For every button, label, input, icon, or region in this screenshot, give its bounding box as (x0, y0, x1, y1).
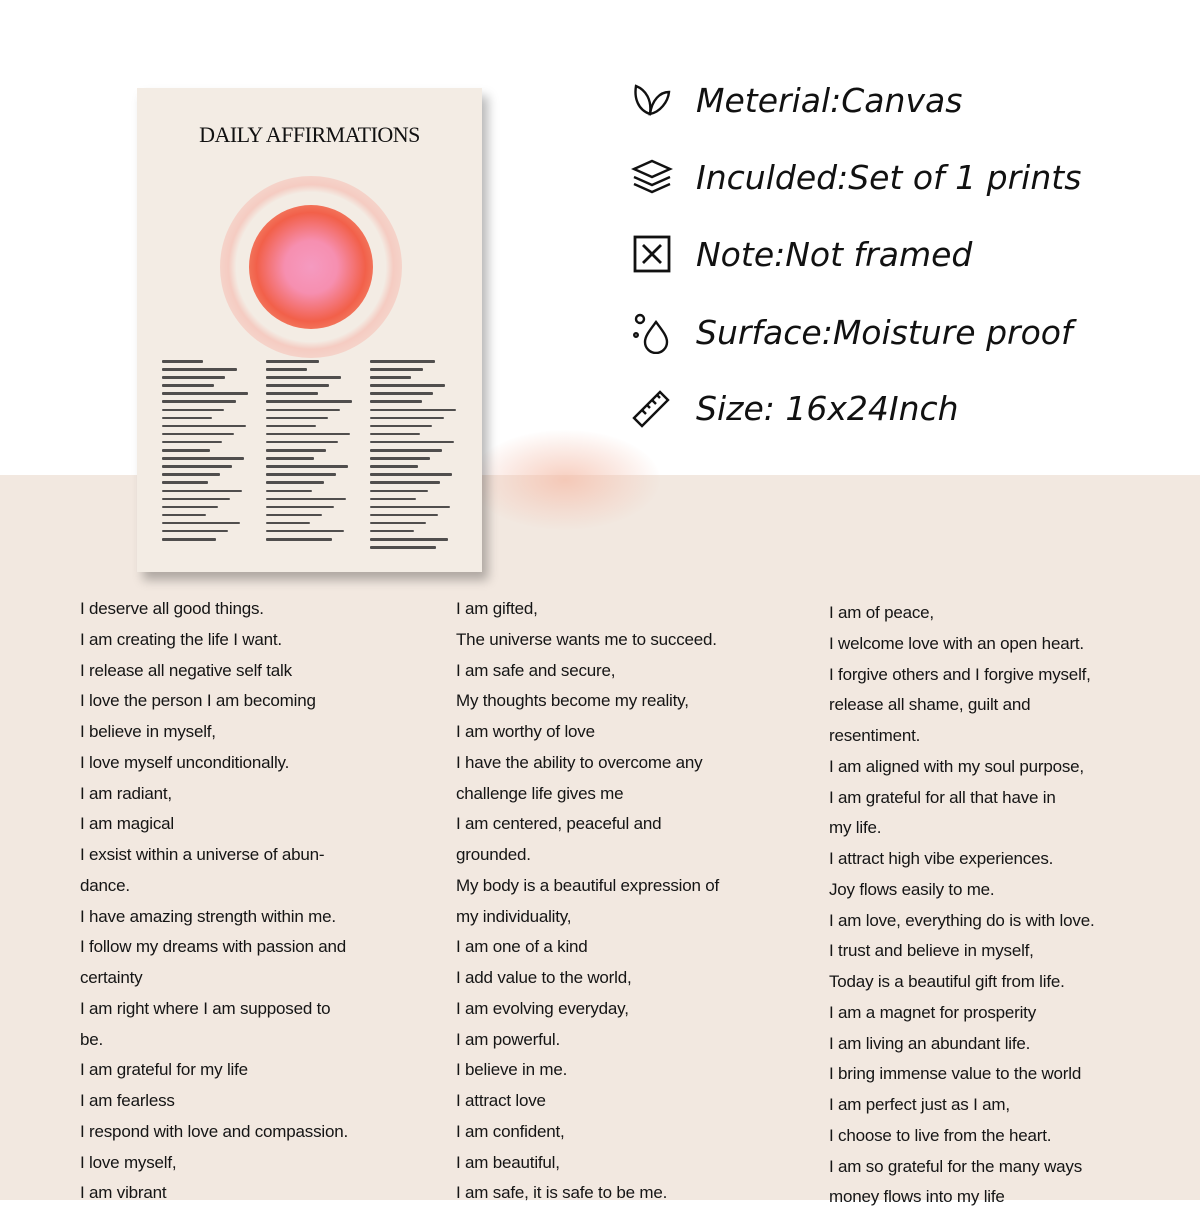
poster-text-line (370, 514, 438, 517)
poster-text-column (266, 360, 358, 546)
poster-text-line (370, 441, 454, 444)
poster-text-line (370, 368, 423, 371)
affirmation-line: I am vibrant (80, 1183, 167, 1203)
affirmation-line: I add value to the world, (456, 968, 632, 987)
affirmation-line: I love myself unconditionally. (80, 752, 290, 772)
poster-text-line (266, 457, 314, 460)
poster-text-line (370, 433, 420, 436)
poster-text-line (266, 498, 346, 501)
poster-text-line (162, 368, 237, 371)
poster-text-line (370, 490, 428, 493)
feature-surface (630, 310, 1073, 354)
water-drop-icon (630, 310, 674, 354)
poster-text-line (370, 506, 450, 509)
poster-text-line (370, 384, 445, 387)
poster-text-line (266, 449, 326, 452)
poster-text-line (266, 360, 319, 363)
poster-text-line (370, 457, 430, 460)
affirmation-line: I am perfect just as I am, (829, 1095, 1010, 1114)
poster-text-line (266, 473, 336, 476)
poster-text-line (266, 514, 322, 517)
affirmation-line: I believe in me. (456, 1060, 568, 1080)
poster-text-line (370, 465, 418, 468)
affirmation-line: My body is a beautiful expression of (456, 875, 720, 895)
affirmation-line: I welcome love with an open heart. (829, 633, 1084, 653)
poster-image (137, 88, 482, 572)
affirmation-line: I deserve all good things. (80, 599, 264, 618)
feature-note (630, 232, 972, 276)
poster-text-line (370, 360, 435, 363)
layers-icon (630, 155, 674, 199)
ruler-icon (630, 386, 674, 430)
poster-text-line (266, 506, 334, 509)
affirmation-line: I am grateful for all that have in (829, 787, 1056, 807)
poster-text-line (370, 530, 414, 533)
affirmation-line: I am gifted, (456, 599, 538, 618)
affirmation-line: I follow my dreams with passion and (80, 937, 347, 957)
affirmation-line: I have amazing strength within me. (80, 906, 336, 926)
poster-text-line (162, 409, 224, 412)
affirmation-line: I am magical (80, 814, 174, 834)
affirmation-line: certainty (80, 968, 143, 987)
affirmation-line: be. (80, 1029, 104, 1049)
no-frame-icon (630, 232, 674, 276)
poster-text-line (370, 481, 440, 484)
poster-title: DAILY AFFIRMATIONS (199, 122, 420, 147)
poster-text-line (162, 498, 230, 501)
affirmation-line: I am radiant, (80, 783, 172, 803)
poster-text-line (370, 546, 436, 549)
affirmation-line: I release all negative self talk (80, 660, 292, 680)
affirmation-line: I love the person I am becoming (80, 691, 316, 711)
affirmation-line: Today is a beautiful gift from life. (829, 972, 1065, 991)
poster-text-line (370, 409, 456, 412)
poster-text-line (162, 457, 244, 460)
poster-text-line (370, 376, 411, 379)
affirmation-line: challenge life gives me (456, 783, 624, 803)
poster-text-line (162, 538, 216, 541)
poster-text-line (370, 392, 433, 395)
feature-included (630, 155, 1081, 199)
affirmation-line: I trust and believe in myself, (829, 941, 1034, 961)
poster-text-line (370, 449, 442, 452)
poster-text-line (162, 530, 228, 533)
affirmation-line: I am confident, (456, 1121, 565, 1141)
poster-text-line (266, 530, 344, 533)
feature-text: Meterial:Canvas (696, 80, 963, 120)
poster-text-column (370, 360, 462, 554)
affirmations-column-3 (829, 598, 1094, 1213)
poster-text-line (266, 490, 312, 493)
poster-text-line (162, 433, 234, 436)
affirmation-line: I am evolving everyday, (456, 998, 629, 1018)
affirmation-line: I am safe, it is safe to be me. (456, 1183, 668, 1203)
poster-text-line (370, 522, 426, 525)
poster-text-line (266, 384, 329, 387)
poster-text-line (266, 441, 338, 444)
affirmation-line: I am a magnet for prosperity (829, 1002, 1036, 1022)
poster-text-line (266, 368, 307, 371)
poster-text-line (162, 384, 214, 387)
affirmation-line: I am grateful for my life (80, 1060, 248, 1080)
decorative-glow (470, 430, 660, 530)
affirmation-line: resentiment. (829, 726, 921, 745)
affirmation-line: my individuality, (456, 906, 572, 926)
affirmation-line: I am so grateful for the many ways (829, 1156, 1083, 1176)
affirmation-line: I am living an abundant life. (829, 1033, 1031, 1053)
poster-text-line (266, 465, 348, 468)
poster-text-line (162, 522, 240, 525)
poster-text-line (162, 506, 218, 509)
poster-text-line (162, 376, 225, 379)
affirmations-column-1 (80, 594, 348, 1209)
poster-text-line (162, 425, 246, 428)
poster-text-line (266, 538, 332, 541)
poster-text-line (266, 392, 318, 395)
affirmation-line: I am love, everything do is with love. (829, 910, 1095, 930)
poster-text-line (162, 465, 232, 468)
poster-text-line (162, 473, 220, 476)
affirmation-line: I am right where I am supposed to (80, 998, 331, 1018)
poster-text-line (370, 473, 452, 476)
poster-text-line (266, 376, 341, 379)
affirmation-line: I attract love (456, 1091, 546, 1110)
poster-text-line (370, 417, 444, 420)
affirmation-line: dance. (80, 875, 130, 895)
affirmation-line: I am worthy of love (456, 722, 595, 741)
poster-text-line (266, 425, 316, 428)
poster-text-line (370, 498, 416, 501)
affirmation-line: I am fearless (80, 1091, 175, 1110)
feature-text: Size: 16x24Inch (696, 388, 959, 428)
leaf-icon (630, 78, 674, 122)
poster-text-line (266, 481, 324, 484)
affirmation-line: I attract high vibe experiences. (829, 849, 1054, 868)
poster-text-line (266, 522, 310, 525)
poster-text-line (162, 400, 236, 403)
affirmation-line: I choose to live from the heart. (829, 1125, 1052, 1145)
affirmation-line: I believe in myself, (80, 722, 216, 741)
poster-text-column (162, 360, 254, 546)
affirmation-line: I exsist within a universe of abun- (80, 845, 325, 864)
affirmation-line: I am powerful. (456, 1029, 560, 1049)
feature-size (630, 386, 959, 430)
affirmation-line: I am creating the life I want. (80, 629, 282, 649)
poster-text-line (162, 441, 222, 444)
affirmations-column-2 (456, 594, 719, 1209)
affirmation-line: The universe wants me to succeed. (456, 629, 717, 649)
affirmation-line: My thoughts become my reality, (456, 691, 689, 711)
affirmation-line: I forgive others and I forgive myself, (829, 664, 1091, 684)
affirmation-line: I am aligned with my soul purpose, (829, 756, 1084, 776)
poster-text-line (266, 433, 350, 436)
poster-text-line (266, 409, 340, 412)
poster-text-line (162, 481, 208, 484)
poster-text-line (266, 417, 328, 420)
poster-text-line (370, 400, 422, 403)
feature-material (630, 78, 962, 122)
affirmation-line: I have the ability to overcome any (456, 752, 703, 772)
affirmation-line: I am one of a kind (456, 937, 588, 957)
feature-text: Note:Not framed (696, 234, 973, 274)
poster-text-line (162, 514, 206, 517)
feature-text: Inculded:Set of 1 prints (696, 157, 1082, 197)
affirmation-line: I respond with love and compassion. (80, 1121, 348, 1141)
affirmation-line: I am beautiful, (456, 1152, 560, 1172)
poster-text-line (162, 449, 210, 452)
poster-text-line (162, 417, 212, 420)
poster-text-line (162, 490, 242, 493)
poster-text-line (370, 538, 448, 541)
affirmation-line: Joy flows easily to me. (829, 879, 995, 899)
affirmation-line: I am of peace, (829, 603, 934, 622)
poster-text-line (370, 425, 432, 428)
affirmation-line: money flows into my life (829, 1187, 1005, 1207)
feature-text: Surface:Moisture proof (696, 312, 1073, 352)
affirmation-line: grounded. (456, 845, 531, 864)
affirmation-line: I love myself, (80, 1152, 177, 1172)
affirmation-line: my life. (829, 818, 882, 838)
poster-text-line (162, 360, 203, 363)
affirmation-line: release all shame, guilt and (829, 695, 1031, 715)
poster-aura-circle (249, 205, 373, 329)
affirmation-line: I am centered, peaceful and (456, 814, 662, 834)
poster-text-line (162, 392, 248, 395)
affirmation-line: I bring immense value to the world (829, 1064, 1082, 1084)
affirmation-line: I am safe and secure, (456, 660, 616, 680)
poster-text-line (266, 400, 352, 403)
